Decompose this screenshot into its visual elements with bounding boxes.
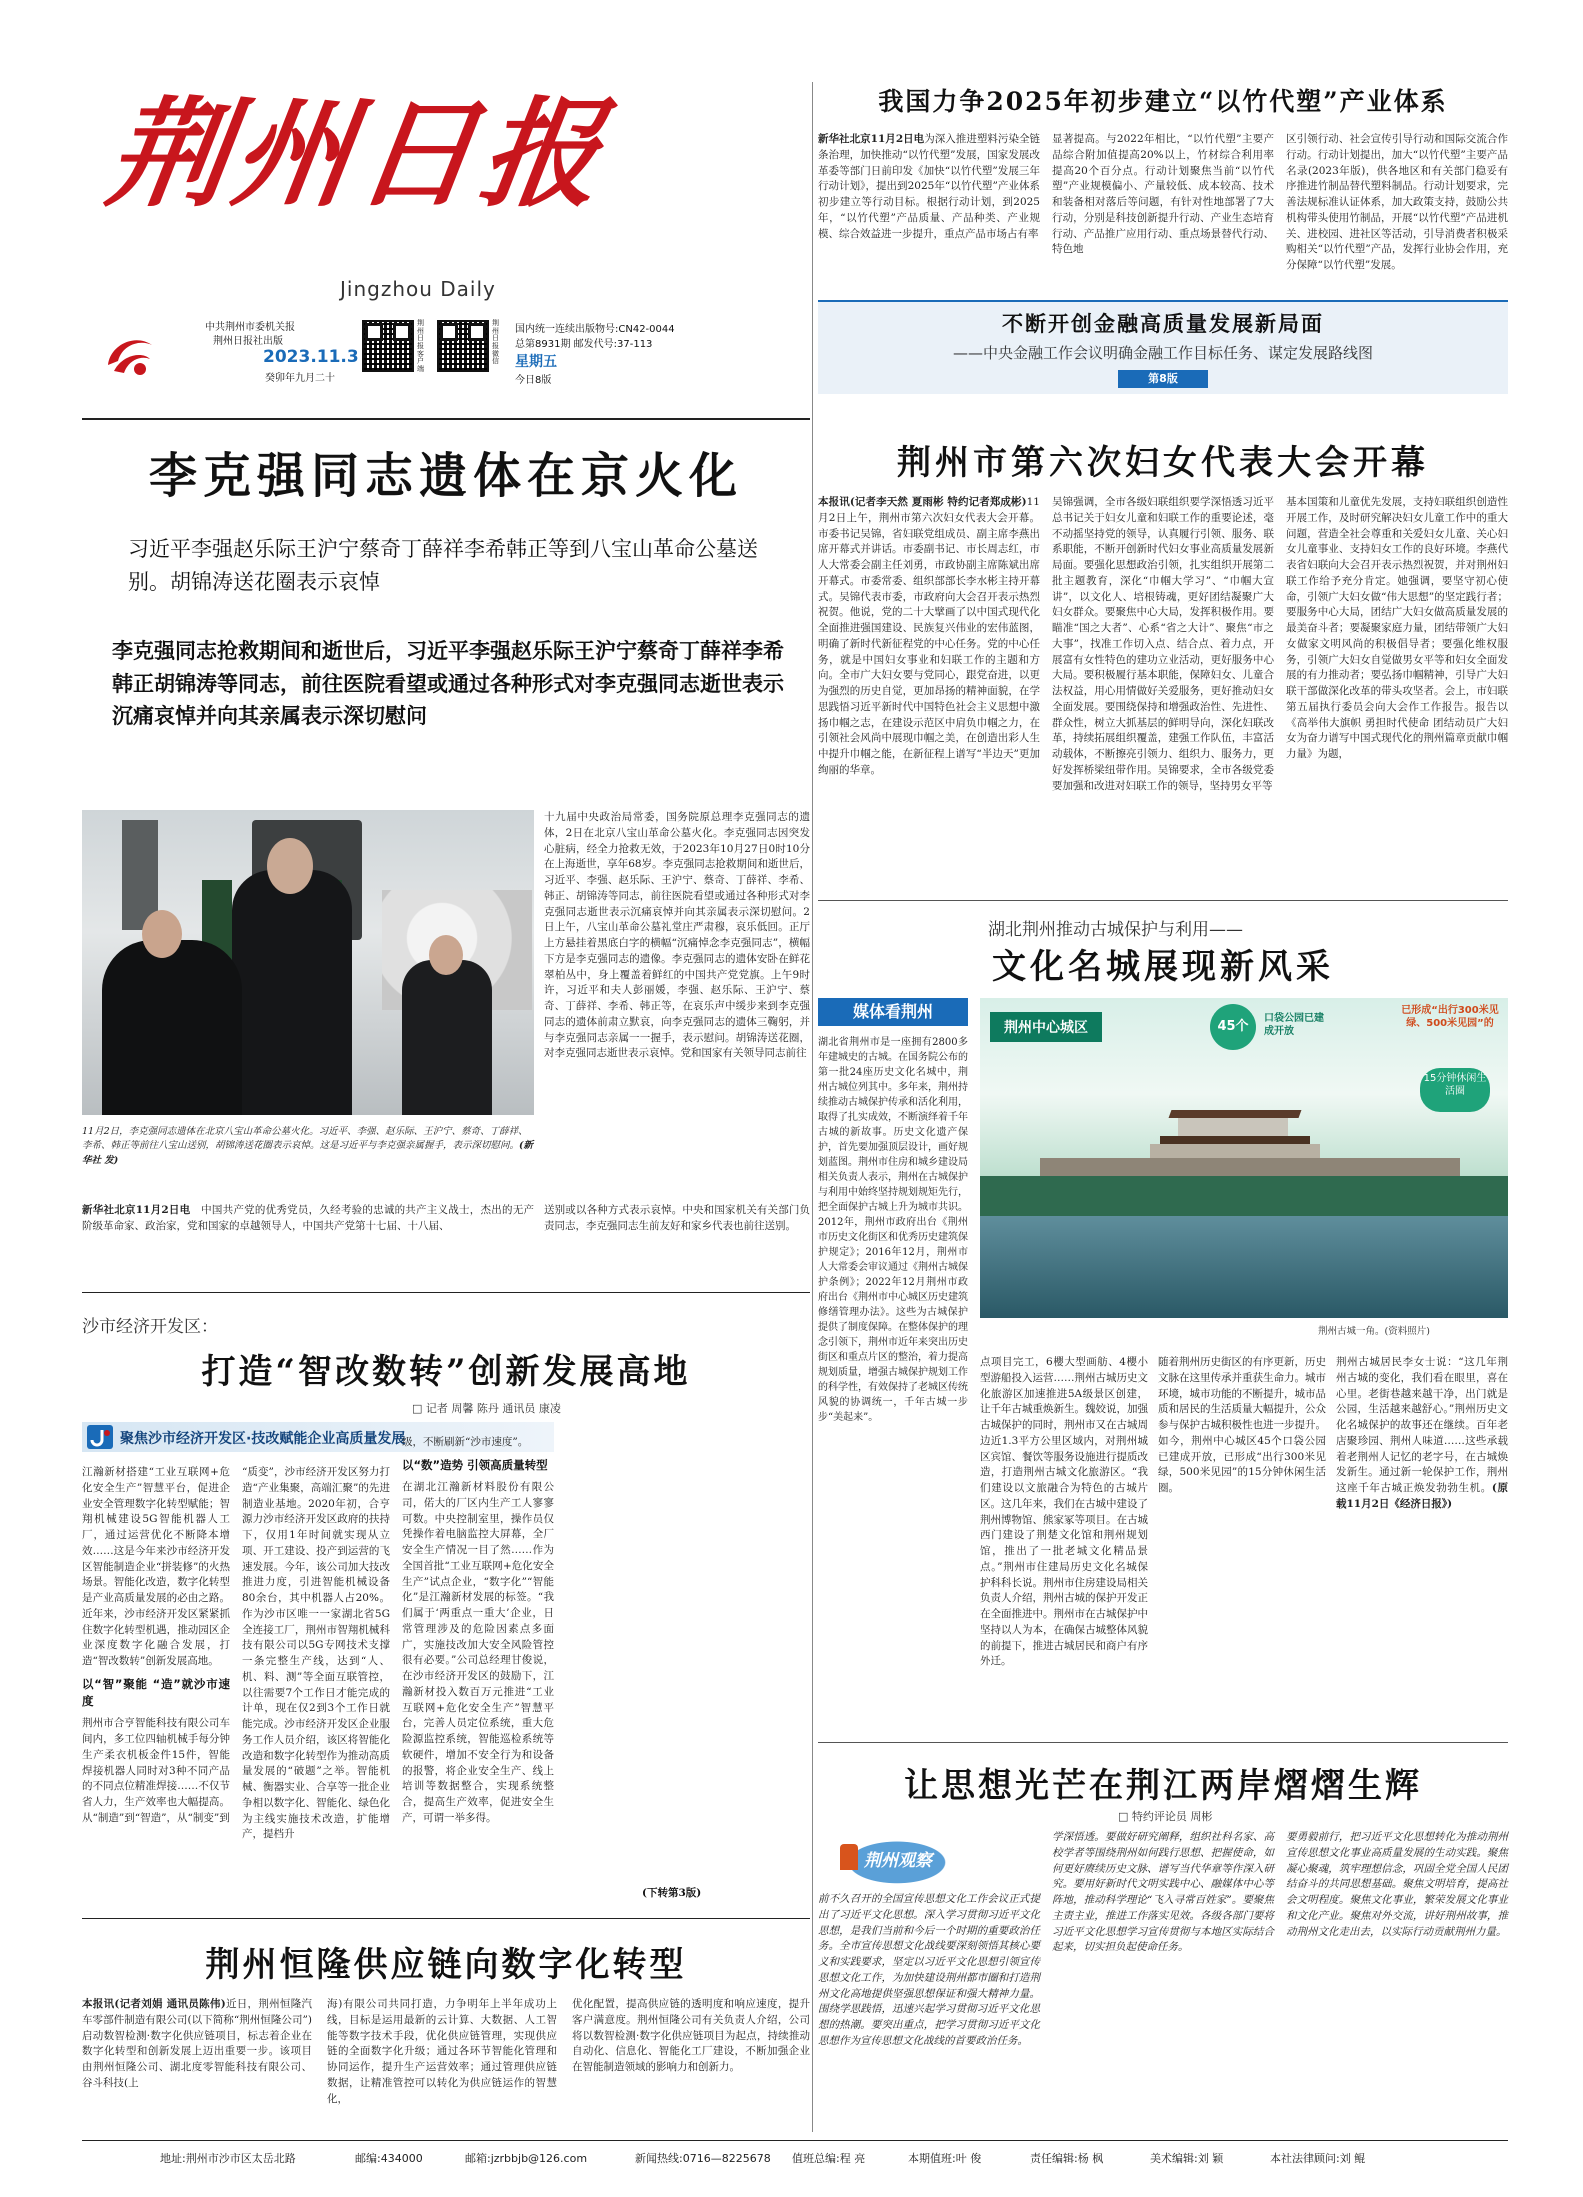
lead-bottom-text: 中国共产党的优秀党员，久经考验的忠诚的共产主义战士，杰出的无产阶级革命家、政治家，党和国家的卓越领导人，中国共产党第十七届、十八届、: [82, 1204, 535, 1232]
lead-photo-caption: [82, 1125, 534, 1168]
column-divider: [812, 82, 813, 1342]
bamboo-headline: 我国力争2025年初步建立“以竹代塑”产业体系: [878, 87, 1448, 116]
culture-col2: [980, 1355, 1148, 1755]
graphic-label-circle: 15分钟休闲生活圈: [1420, 1068, 1490, 1112]
footer-postcode: 邮编:434000: [355, 2152, 423, 2165]
shashi-headline: 打造“智改数转”创新发展高地: [201, 1352, 691, 1392]
culture-col2-text: 点项目完工，6櫻大型画舫、4櫻小型游船投入运营……荆州古城历史文化旅游区加速推进5A级景区创建，让千年古城重焕新生。: [980, 1356, 1148, 1416]
lead-photo: [82, 810, 534, 1115]
henglong-col3: 优化配置，提高供应链的透明度和响应速度，提升客户满意度。荆州恒隆公司有关负责人介绍，公司将以数智检测·数字化供应链项目为起点，持续推动自动化、信息化、智能化工厂建设，不断加强企业在智能制造领域的影响力和创新力。: [572, 1998, 810, 2073]
bamboo-col1: [818, 132, 1040, 284]
culture-col1: 湖北省荆州市是一座拥有2800多年建城史的古城。在国务院公布的第一批24座历史文化名城中，荆州古城位列其中。多年来，荆州持续推动古城保护传承和活化利用，取得了扎实成效，不断演绎着千年古城的新故事。历史文化遗产保护，首先要加强顶层设计，画好规划蓝图。荆州市住房和城乡建设局相关负责人表示，荆州在古城保护与利用中始终坚持规划规矩先行，把全面保护古城上升为城市共识。2012年，荆州市政府出台《荆州市历史文化街区和优秀历史建筑保护规定》；2016年12月，荆州市人大常委会审议通过《荆州古城保护条例》；2022年12月荆州市政府出台《荆州市中心城区历史建筑修缮管理办法》。这些为古城保护提供了制度保障。在整体保护的理念引领下，荆州市近年来突出历史街区和重点片区的整治，着力提高规划质量，增强古城保护规划工作的科学性，有效保持了老城区传统风貌的协调统一，千年古城一步步“美起来”。: [818, 1037, 968, 1423]
henglong-col1: [82, 1997, 312, 2125]
shashi-col1-text: 江瀚新材搭建“工业互联网+危化安全生产”智慧平台，促进企业安全管理数字化转型赋能；智翔机械建设5G智能机器人工厂，通过运营优化不断降本增效……这是今年来沙市经济开发区智能制造企业“拼装修”的火热场景。智能化改造，数字化转型是产业高质量发展的必由之路。近年来，沙市经济开发区紧紧抓住数字化转型机遇，推动园区企业深度数字化融合发展，打造“智改数转”创新发展高地。: [82, 1466, 230, 1667]
masthead-logo-icon: [100, 325, 160, 385]
divider: [82, 1292, 810, 1293]
divider: [82, 2140, 1508, 2141]
article-commentary: [818, 1750, 1508, 2130]
bamboo-text-1: 为深入推进塑料污染全链条治理，加快推动“以竹代塑”发展，国家发展改革委等部门日前印发《加快“以竹代塑”发展三年行动计划》，提出到2025年“以竹代塑”产业体系初步建立等行动目标。根据行动计划，到2025年，“以竹代塑”产品质量、产品种类、产业规模、综合效益进一步提升，重点产品市场占有率: [818, 133, 1041, 240]
shashi-kicker: 沙市经济开发区：: [82, 1317, 218, 1337]
masthead-issue: 总第8931期 邮发代号:37-113: [515, 339, 653, 350]
women-col3: 基本国策和儿童优先发展，支持妇联组织创造性开展工作，及时研究解决妇女儿童工作中的重大问题，营造全社会尊重和关爱妇女儿童、关心妇女儿童事业、支持妇女工作的良好环境。李燕代表省妇联向大会召开表示热烈祝贺，并对荆州妇联工作给予充分肯定。她强调，要坚守初心使命，引领广大妇女做“伟大思想”的坚定践行者；要服务中心大局，团结广大妇女做高质量发展的最美奋斗者；要凝聚家庭力量，团结带领广大妇女做家文明风尚的积极倡导者；要强化维权服务，引领广大妇女自觉做男女平等和妇女全面发展的有力推动者；要弘扬巾帼精神，引导广大妇联干部做深化改革的带头攻坚者。会上，市妇联第五届执行委员会向大会作工作报告。报告以《高举伟大旗帜 勇担时代使命 团结动员广大妇女为奋力谱写中国式现代化的荆州篇章贡献巾帼力量》为题，: [1286, 496, 1508, 760]
article-bamboo: [818, 82, 1508, 292]
culture-kicker: 湖北荆州推动古城保护与利用——: [988, 920, 1243, 940]
women-byline: 本报讯(记者李天然 夏雨彬 特约记者郑成彬): [818, 496, 1027, 508]
divider: [818, 900, 1508, 901]
finance-page-ref: 第8版: [1118, 370, 1208, 388]
culture-col3-text: 随着荆州历史街区的有序更新，历史文脉在这里传承并重获生命力。城市环境，城市功能的不断提升，城市品质和居民的生活质量大幅提升，公众参与保护古城积极性也进一步提升。如今，荆州中心城区45个口袋公园已建成开放，已形成“出行300米见绿，500米见园”的15分钟休闲生活圈。: [1158, 1356, 1326, 1494]
culture-col4-text: 荆州古城居民李女士说：“这几年荆州古城的变化，我们看在眼里，喜在心里。老街巷越来越干净，出门就是公园，生活越来越舒心。”荆州历史文化名城保护的故事还在继续。百年老店聚珍园、荆州人味道……这些承载着老荆州人记忆的老字号，在古城焕发新生。通过新一轮保护工作，荆州这座千年古城正焕发勃勃生机。: [1336, 1356, 1508, 1494]
henglong-col1-text: 近日，荆州恒隆汽车零部件制造有限公司(以下简称“荆州恒隆公司”)启动数智检测·数字化供应链项目，标志着企业在数字化转型和创新发展上迈出重要一步。该项目由荆州恒隆公司、湖北度零智能科技有限公司、谷斗科技(上: [82, 1998, 313, 2089]
graphic-label: 荆州中心城区: [990, 1012, 1102, 1042]
footer-address: 地址:荆州市沙市区太岳北路: [160, 2152, 296, 2165]
shashi-col3b-text: 在湖北江瀚新材料股份有限公司，偌大的厂区内生产工人寥寥可数。中央控制室里，操作员仅凭操作着电脑监控大屏幕，全厂安全生产情况一目了然……作为全国首批“工业互联网+危化安全生产”试点企业，“数字化”“智能化”是江瀚新材发展的标签。“我们属于‘两重点一重大’企业，日常管理涉及的危险因素点多面广，实施技改加大安全风险管控很有必要。”公司总经理甘俊说，在沙市经济开发区的鼓励下，江瀚新材投入数百万元推进“工业互联网+危化安全生产”智慧平台，完善人员定位系统，重大危险源监控系统，智能巡检系统等软硬件，增加不安全行为和设备的报警，将企业安全生产、线上培训等数据整合，实现系统整合，提高生产效率，促进安全生产，可谓一举多得。: [402, 1481, 554, 1824]
women-text-1: 11月2日上午，荆州市第六次妇女代表大会开幕。市委书记吴锦，省妇联党组成员、副主席李燕出席开幕式并讲话。市委副书记、市长周志红，市人大常委会副主任刘勇，市政协副主席陈斌出席开幕式。市委常委、组织部部长李水彬主持开幕式。吴锦代表市委，市政府向大会召开表示热烈祝贺。他说，党的二十大擘画了以中国式现代化全面推进强国建设、民族复兴伟业的宏伟蓝图，明确了新时代新征程党的中心任务。党的中心任务，就是中国妇女事业和妇联工作的主题和方向。全市广大妇女要与党同心，跟党奋进，以更为强烈的历史自觉，更加昂扬的精神面貌，在学思践悟习近平新时代中国特色社会主义思想中激扬巾帼之志，在建设示范区中肩负巾帼之力，在引领社会风尚中展现巾帼之美，在创造出彩人生中提升巾帼之能，在新征程上谱写“半边天”更加绚丽的华章。: [818, 496, 1040, 776]
commentary-col1: 前不久召开的全国宣传思想文化工作会议正式提出了习近平文化思想。深入学习贯彻习近平文化思想，是我们当前和今后一个时期的重要政治任务。全市宣传思想文化战线要深刻领悟其核心要义和实践要求，坚定以习近平文化思想引领宣传思想文化工作，为加快建设荆州都市圈和打造荆州文化高地提供坚强思想保证和强大精神力量。围绕学思践悟，迅速兴起学习贯彻习近平文化思想的热潮。要突出重点，把学习贯彻习近平文化思想作为宣传思想文化战线的首要政治任务。: [818, 1893, 1040, 2047]
divider: [82, 1918, 810, 1919]
shashi-col1: [82, 1465, 230, 1905]
lead-caption-text: 11月2日，李克强同志遗体在北京八宝山革命公墓火化。习近平、李强、赵乐际、王沪宁、蔡奇、丁薛祥、李希、韩正等前往八宝山送别，胡锦涛送花圈表示哀悼。这是习近平与李克强亲属握手，表示深切慰问。: [82, 1126, 528, 1152]
culture-source: (原载11月2日《经济日报》): [1336, 1482, 1509, 1510]
shashi-col2: “质变”，沙市经济开发区努力打造“产业集聚，高端汇聚”的先进制造业基地。2020年初，合亨源力沙市经济开发区政府的扶持下，仅用1年时间就实现从立项、开工建设、投产到运营的飞速发展。今年，该公司加大技改推进力度，引进智能机械设备80余台，其中机器人占20%。作为沙市区唯一一家湖北省5G全连接工厂，荆州市智翔机械科技有限公司以5G专网技术支撑一条完整生产线，达到“人、机、料、测”等全面互联管控，以往需要7个工作日才能完成的计单，现在仅2到3个工作日就能完成。沙市经济开发区企业服务工作人员介绍，该区将智能化改造和数字化转型作为推动高质量发展的“破题”之举。智能机械、衡器实业、合享等一批企业争相以数字化、智能化、绿色化为主线实施技术改造，扩能增产，提档升: [242, 1466, 390, 1841]
women-col1: [818, 495, 1040, 890]
footer-legal: 本社法律顾问:刘 鲲: [1270, 2152, 1366, 2165]
culture-photo-caption: 荆州古城一角。(资料照片): [1318, 1326, 1430, 1337]
article-henglong: [82, 1925, 810, 2125]
shashi-sub1: 以“智”聚能 “造”就沙市速度: [82, 1676, 230, 1708]
masthead-date: 2023.11.3: [263, 347, 359, 367]
culture-col3: [1158, 1355, 1326, 1755]
lead-right-col: 十九届中央政治局常委，国务院原总理李克强同志的遗体，2日在北京八宝山革命公墓火化。李克强同志因突发心脏病，经全力抢救无效，于2023年10月27日0时10分在上海逝世，享年68岁。李克强同志抢救期间和逝世后，习近平、李强、赵乐际、王沪宁、蔡奇、丁薛祥、李希、韩正、胡锦涛等同志，前往医院看望或通过各种形式对李克强同志逝世表示沉痛哀悼并向其亲属表示深切慰问。2日上午，八宝山革命公墓礼堂庄严肃穆，哀乐低回。正厅上方悬挂着黑底白字的横幅“沉痛悼念李克强同志”，横幅下方是李克强同志的遗像。李克强同志的遗体安卧在鲜花翠柏丛中，身上覆盖着鲜红的中国共产党党旗。上午9时许，习近平和夫人彭丽媛，李强、赵乐际、王沪宁、蔡奇、丁薛祥、李希、韩正等，在哀乐声中缓步来到李克强同志的遗体前肃立默哀，向李克强同志的遗体三鞠躬，并与李克强同志亲属一一握手，表示慰问。胡锦涛送花圈，对李克强同志逝世表示哀悼。党和国家有关领导同志前往: [544, 811, 810, 1060]
masthead-lunar: 癸卯年九月二十: [265, 373, 335, 384]
media-tag[interactable]: 媒体看荆州: [818, 998, 968, 1026]
article-women: [818, 425, 1508, 895]
divider: [818, 1742, 1508, 1743]
lead-sub2: 李克强同志抢救期间和逝世后，习近平李强赵乐际王沪宁蔡奇丁薛祥李希韩正胡锦涛等同志，前往医院看望或通过各种形式对李克强同志逝世表示沉痛哀悼并向其亲属表示深切慰问: [112, 639, 784, 729]
lead-bottom-right: 送别或以各种方式表示哀悼。中央和国家机关有关部门负责同志，李克强同志生前友好和家乡代表也前往送别。: [544, 1204, 810, 1232]
shashi-byline: □ 记者 周馨 陈丹 通讯员 康凌: [412, 1402, 561, 1415]
culture-col4: [1336, 1355, 1508, 1755]
footer-responsible: 责任编辑:杨 枫: [1030, 2152, 1104, 2165]
masthead-cn: 国内统一连续出版物号:CN42-0044: [515, 324, 675, 335]
qr-label-app: 荆州日报客户端: [417, 319, 424, 374]
lead-dateline: 新华社北京11月2日电: [82, 1204, 191, 1216]
culture-col1-cont: [818, 1355, 968, 1360]
culture-col2b-text: 魏姣说，加强古城保护的同时，荆州市又在古城周边近1.3平方公里区域内，对荆州城区宾馆、餐饮等服务设施进行提质改造，打造荆州古城文化旅游区。“我们建设以文旅融合为特色的古城片区。这几年来，我们在古城中建设了荆州博物馆、熊家冢等项目。在古城西门建设了荆楚文化馆和荆州规划馆，推出了一批老城文化精品景点。”荆州市住建局历史文化名城保护科科长说。荆州市住房建设局相关负责人介绍，荆州古城的保护开发正在全面推进中。荆州市在古城保护中坚持以人为本，在确保古城整体风貌的前提下，推进古城居民和商户有序外迁。: [980, 1403, 1148, 1668]
lead-bottom-left: [82, 1203, 534, 1273]
commentary-headline: 让思想光芒在荆江两岸熠熠生辉: [904, 1766, 1422, 1806]
logo-j-icon: [87, 1425, 113, 1449]
footer-art: 美术编辑:刘 颖: [1150, 2152, 1224, 2165]
bamboo-dateline: 新华社北京11月2日电: [818, 133, 925, 145]
culture-graphic: [980, 998, 1508, 1318]
qr-label-wechat: 荆州日报微信: [492, 319, 499, 366]
qr-code-app[interactable]: [362, 320, 414, 372]
henglong-headline: 荆州恒隆供应链向数字化转型: [205, 1945, 687, 1985]
qr-code-wechat[interactable]: [437, 320, 489, 372]
bamboo-col3: 区引领行动、社会宣传引导行动和国际交流合作行动。行动计划提出，加大“以竹代塑”主要产品名录(2023年版)，供各地区和有关部门稳妥有序推进竹制品替代塑料制品。行动计划要求，完善法规标准认证体系，加大政策支持，鼓励公共机构带头使用竹制品，开展“以竹代塑”产品进机关、进校园、进社区等活动，引导消费者积极采购相关“以竹代塑”产品，发挥行业协会作用，充分保障“以竹代塑”发展。: [1286, 133, 1508, 271]
masthead-pinyin: Jingzhou Daily: [340, 277, 496, 301]
finance-box[interactable]: [818, 300, 1508, 394]
finance-subtitle: ——中央金融工作会议明确金融工作目标任务、谋定发展路线图: [952, 344, 1373, 362]
footer-hotline: 新闻热线:0716—8225678: [635, 2152, 771, 2165]
commentary-logo-text: 荆州观察: [864, 1851, 932, 1871]
graphic-label-green: 已形成“出行300米见绿、500米见园”的: [1401, 1005, 1499, 1029]
graphic-num1: 45个: [1210, 1004, 1256, 1050]
masthead-org1: 中共荆州市委机关报: [205, 322, 295, 333]
shashi-continue[interactable]: (下转第3版): [642, 1887, 702, 1899]
commentary-byline: □ 特约评论员 周彬: [1118, 1810, 1213, 1823]
finance-title: 不断开创金融高质量发展新局面: [1002, 311, 1324, 336]
footer-email[interactable]: 邮箱:jzrbbjb@126.com: [465, 2152, 588, 2165]
henglong-col2: 海)有限公司共同打造，力争明年上半年成功上线，目标是运用最新的云计算、大数据、人工智能等数字技术手段，优化供应链管理，实现供应链的全面数字化升级；通过各环节智能化管理和协同运作，提升生产运营效率；通过管理供应链数据，让精准管控可以转化为供应链运作的智慧化，: [327, 1998, 557, 2105]
henglong-byline: 本报讯(记者刘娟 通讯员陈伟): [82, 1998, 226, 2010]
shashi-col4: [566, 1435, 716, 1905]
shashi-col3-text: 级，不断刷新“沙市速度”。: [402, 1436, 529, 1448]
graphic-label-parks: 口袋公园已建成开放: [1264, 1013, 1324, 1037]
masthead: [80, 40, 840, 340]
lead-sub1: 习近平李强赵乐际王沪宁蔡奇丁薛祥李希韩正等到八宝山革命公墓送别。胡锦涛送花圈表示哀悼: [128, 537, 758, 594]
lead-headline: 李克强同志遗体在京火化: [148, 448, 743, 504]
women-col2: 吴锦强调，全市各级妇联组织要学深悟透习近平总书记关于妇女儿童和妇联工作的重要论述，毫不动摇坚持党的领导，认真履行引领、服务、联系职能，不断开创新时代妇女事业高质量发展新局面。要强化思想政治引领，扎实组织开展第二批主题教育，深化“巾帼大学习”、“巾帼大宣讲”，以文化人、培根铸魂，更好团结凝聚广大妇女群众。要聚焦中心大局，发挥积极作用。要瞄准“国之大者”、心系“省之大计”、聚焦“市之大事”，找准工作切入点、结合点、着力点，开展富有女性特色的建功立业活动，更好服务中心大局。要积极履行基本职能，保障妇女、儿童合法权益，用心用情做好关爱服务，更好推动妇女全面发展。要围绕保持和增强政治性、先进性、群众性，树立大抓基层的鲜明导向，深化妇联改革，持续拓展组织覆盖，建强工作队伍，丰富活动载体，不断擦亮引领力、组织力、服务力，更好发挥桥梁纽带作用。吴锦要求，全市各级党委要加强和改进对妇联工作的领导，坚持男女平等: [1052, 496, 1274, 792]
article-shashi: [82, 1300, 810, 1910]
divider: [82, 418, 810, 420]
culture-headline: 文化名城展现新风采: [992, 947, 1334, 987]
shashi-col1b-text: 荆州市合亨智能科技有限公司车间内，多工位四轴机械手每分钟生产柔衣机板金件15件，智能焊接机器人同时对3种不同产品的不同点位精准焊接……不仅节省人力，生产效率也大幅提高。从“制造”到“智造”，从“制变”到: [82, 1717, 230, 1824]
lead-photo-credit: (新华社 发): [82, 1140, 534, 1166]
masthead-title: 荆州日报: [100, 84, 616, 223]
footer: [160, 2150, 1500, 2170]
commentary-col3: 要勇毅前行，把习近平文化思想转化为推动荆州宣传思想文化事业高质量发展的生动实践。聚焦凝心聚魂，筑牢理想信念，巩固全党全国人民团结奋斗的共同思想基础。聚焦文明培育，提高社会文明程度。聚焦文化事业，繁荣发展文化事业和文化产业。聚焦对外交流，讲好荆州故事，推动荆州文化走出去，以实际行动贡献荆州力量。: [1286, 1831, 1508, 1938]
article-lead: [82, 425, 810, 1285]
bamboo-col2: 显著提高。与2022年相比，“以竹代塑”主要产品综合附加值提高20%以上，竹材综合利用率提高20个百分点。行动计划聚焦当前“以竹代塑”产业规模偏小、产量较低、成本较高、技术和装备相对落后等问题，有针对性地部署了7大行动，分别是科技创新提升行动、产业生态培育行动、产品推广应用行动、重点场景替代行动、特色地: [1052, 133, 1274, 256]
culture-lower: [818, 1355, 1508, 1755]
commentary-col2: 学深悟透。要做好研究阐释，组织社科名家、高校学者等围绕荆州如何践行思想、把握使命，如何更好赓续历史文脉、谱写当代华章等作深入研究。要用好新时代文明实践中心、融媒体中心等阵地，推动科学理论“飞入寻常百姓家”。要聚焦主责主业，推进工作落实见效。各级各部门要将习近平文化思想学习宣传贯彻与本地区实际结合起来，切实担负起使命任务。: [1052, 1831, 1274, 1954]
footer-editor: 本期值班:叶 俊: [908, 2152, 982, 2165]
masthead-info: [85, 300, 825, 392]
commentary-logo: [822, 1830, 972, 1884]
shashi-col3: [402, 1435, 554, 1905]
shashi-banner-text: 聚焦沙市经济开发区·技改赋能企业高质量发展: [120, 1431, 406, 1447]
footer-director: 值班总编:程 亮: [792, 2152, 866, 2165]
masthead-weekday: 星期五: [515, 354, 557, 370]
column-divider: [812, 1342, 813, 2132]
masthead-pages: 今日8版: [515, 375, 552, 386]
masthead-org2: 荆州日报社出版: [213, 336, 283, 347]
women-headline: 荆州市第六次妇女代表大会开幕: [897, 443, 1429, 483]
shashi-sub2: 以“数”造势 引领高质量转型: [402, 1457, 548, 1472]
